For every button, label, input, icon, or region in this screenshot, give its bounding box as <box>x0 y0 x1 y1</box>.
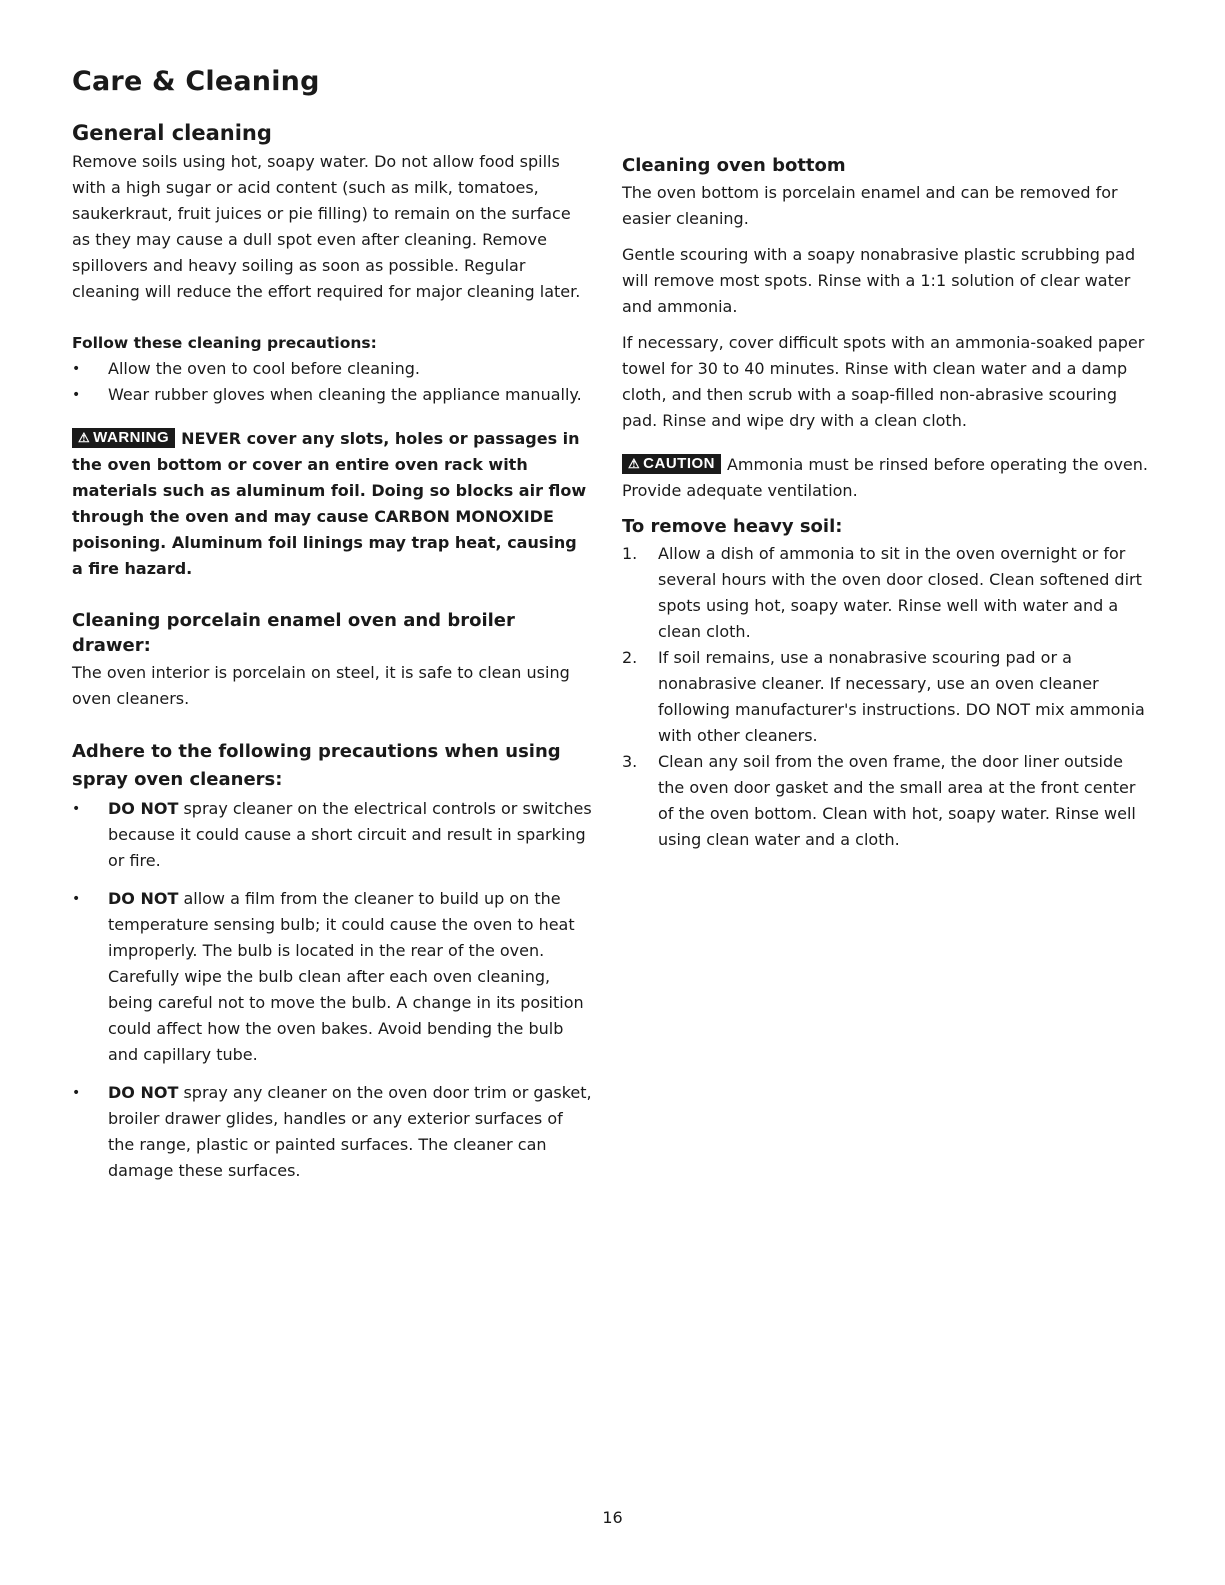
list-item <box>72 796 592 874</box>
page-title: Care & Cleaning <box>72 66 320 97</box>
list-item: • Wear rubber gloves when cleaning the appliance manually. <box>72 382 592 408</box>
caution-block <box>622 452 1152 504</box>
list-item-text: spray cleaner on the electrical controls or switches because it could cause a short circuit and result in sparking or fire. <box>108 799 592 870</box>
step-text: Allow a dish of ammonia to sit in the oven overnight or for several hours with the oven door closed. Clean softened dirt spots using hot, soapy water. Rinse well with water and a clean cloth. <box>658 544 1142 641</box>
do-not-label: DO NOT <box>108 799 179 818</box>
list-item <box>622 645 1152 749</box>
oven-bottom-paragraph-2: Gentle scouring with a soapy nonabrasive plastic scrubbing pad will remove most spots. Rinse with a 1:1 solution of clear water and ammonia. <box>622 245 1136 316</box>
spray-precautions-list <box>72 796 592 1184</box>
list-item <box>622 749 1152 853</box>
caution-triangle-icon: ⚠ <box>628 456 641 471</box>
list-item-text: spray any cleaner on the oven door trim or gasket, broiler drawer glides, handles or any exterior surfaces of the range, plastic or painted surfaces. The cleaner can damage these surfaces. <box>108 1083 592 1180</box>
precautions-list <box>72 356 592 408</box>
spray-heading: Adhere to the following precautions when using spray oven cleaners: <box>72 741 561 790</box>
oven-bottom-paragraph-1: The oven bottom is porcelain enamel and can be removed for easier cleaning. <box>622 183 1118 228</box>
caution-badge <box>622 454 721 474</box>
oven-bottom-paragraph-3: If necessary, cover difficult spots with an ammonia-soaked paper towel for 30 to 40 minutes. Rinse with clean water and a damp cloth, and then scrub with a soap-filled non-abrasive scouring pad. Rinse and wipe dry with a clean cloth. <box>622 333 1145 430</box>
warning-triangle-icon: ⚠ <box>78 430 91 445</box>
left-column <box>72 120 592 1196</box>
page-number: 16 <box>602 1508 623 1527</box>
porcelain-heading: Cleaning porcelain enamel oven and broiler drawer: <box>72 610 515 656</box>
step-text: If soil remains, use a nonabrasive scouring pad or a nonabrasive cleaner. If necessary, use an oven cleaner following manufacturer's instructions. DO NOT mix ammonia with other cleaners. <box>658 648 1145 745</box>
step-number: 3. <box>622 752 638 771</box>
list-item: • Allow the oven to cool before cleaning. <box>72 356 592 382</box>
general-cleaning-paragraph: Remove soils using hot, soapy water. Do not allow food spills with a high sugar or acid content (such as milk, tomatoes, saukerkraut, fruit juices or pie filling) to remain on the surface as they may cause a dull spot even after cleaning. Remove spillovers and heavy soiling as soon as possible. Regular cleaning will reduce the effort required for major cleaning later. <box>72 152 581 301</box>
oven-bottom-heading: Cleaning oven bottom <box>622 155 846 176</box>
general-cleaning-heading: General cleaning <box>72 121 272 145</box>
heavy-soil-heading: To remove heavy soil: <box>622 516 843 537</box>
warning-text: NEVER cover any slots, holes or passages in the oven bottom or cover an entire oven rack with materials such as aluminum foil. Doing so blocks air flow through the oven and may cause CARBON MONOXIDE poisoning. Aluminum foil linings may trap heat, causing a fire hazard. <box>72 429 587 578</box>
caution-badge-label: CAUTION <box>643 455 715 472</box>
caution-text: Ammonia must be rinsed before operating the oven. Provide adequate ventilation. <box>622 455 1148 500</box>
list-item-text: allow a film from the cleaner to build up on the temperature sensing bulb; it could cause the oven to heat improperly. The bulb is located in the rear of the oven. Carefully wipe the bulb clean after each oven cleaning, being careful not to move the bulb. A change in its position could affect how the oven bakes. Avoid bending the bulb and capillary tube. <box>108 889 584 1064</box>
list-item <box>72 886 592 1068</box>
do-not-label: DO NOT <box>108 1083 179 1102</box>
list-item <box>622 541 1152 645</box>
heavy-soil-steps <box>622 541 1152 853</box>
right-column <box>622 153 1152 853</box>
warning-badge <box>72 428 175 448</box>
list-item <box>72 1080 592 1184</box>
porcelain-paragraph: The oven interior is porcelain on steel, it is safe to clean using oven cleaners. <box>72 663 570 708</box>
do-not-label: DO NOT <box>108 889 179 908</box>
warning-block <box>72 426 592 582</box>
precautions-label: Follow these cleaning precautions: <box>72 334 377 352</box>
step-text: Clean any soil from the oven frame, the door liner outside the oven door gasket and the small area at the front center of the oven bottom. Clean with hot, soapy water. Rinse well using clean water and a cloth. <box>658 752 1136 849</box>
step-number: 2. <box>622 648 638 667</box>
warning-badge-label: WARNING <box>93 429 170 446</box>
step-number: 1. <box>622 544 638 563</box>
